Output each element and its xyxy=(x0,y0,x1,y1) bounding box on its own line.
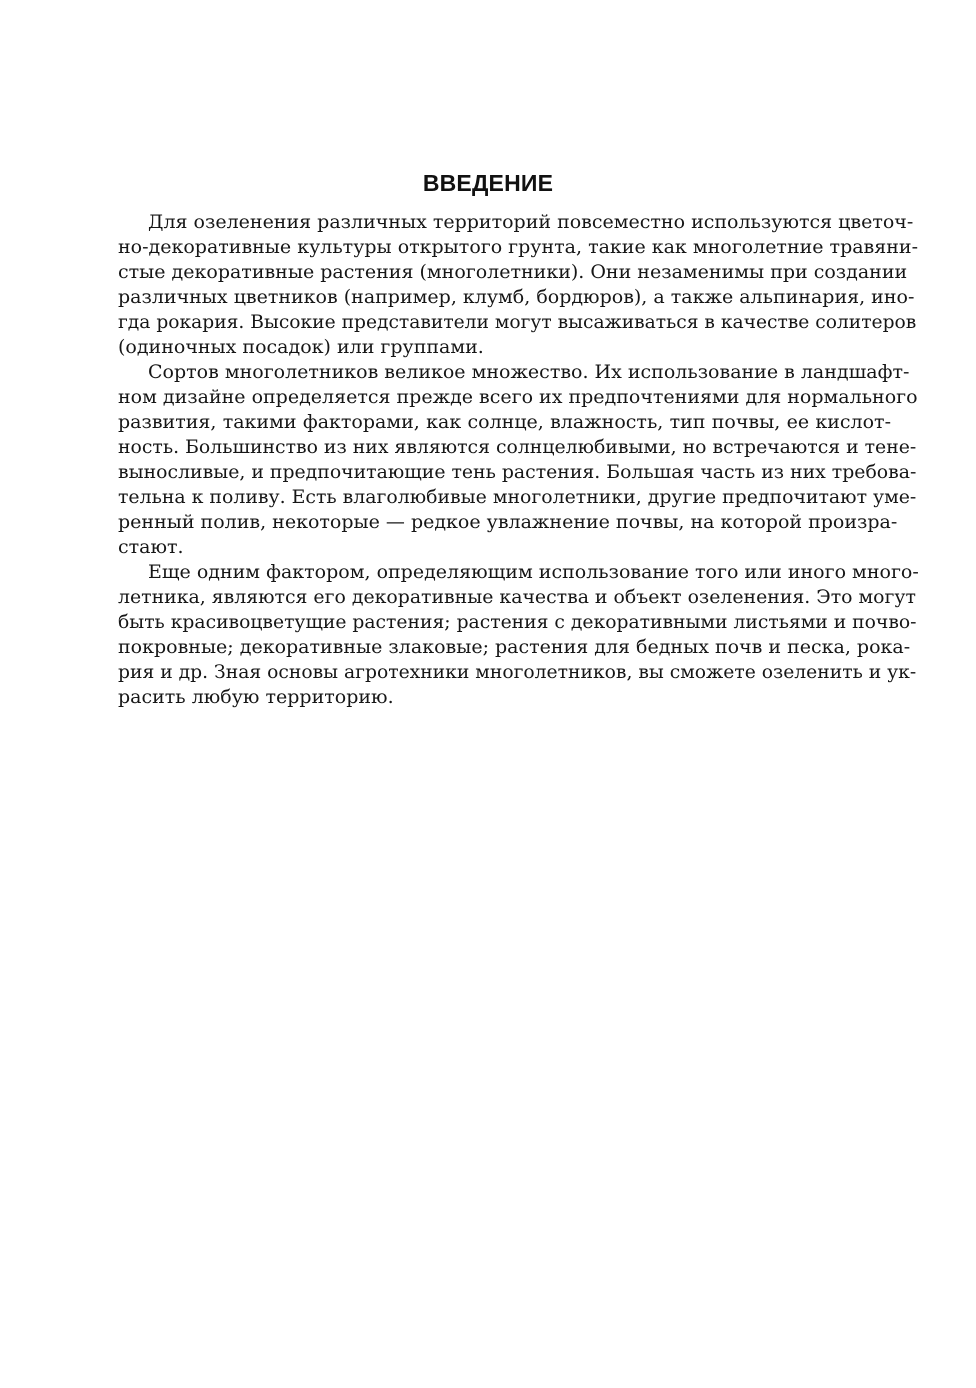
text-line: ном дизайне определяется прежде всего их предпочтениями для нормального xyxy=(118,386,918,408)
page-title: ВВЕДЕНИЕ xyxy=(422,170,554,196)
paragraph-2 xyxy=(88,360,918,560)
text-line: Еще одним фактором, определяющим использование того или иного много- xyxy=(148,561,919,583)
body-text xyxy=(88,210,919,710)
text-line: быть красивоцветущие растения; растения с декоративными листьями и почво- xyxy=(118,612,917,633)
text-line: покровные; декоративные злаковые; растения для бедных почв и песка, рока- xyxy=(118,636,911,658)
text-line: (одиночных посадок) или группами. xyxy=(118,336,484,358)
text-line: тельна к поливу. Есть влаголюбивые многолетники, другие предпочитают уме- xyxy=(118,486,917,508)
text-line: но-декоративные культуры открытого грунта, такие как многолетние травяни- xyxy=(118,236,918,258)
text-line: различных цветников (например, клумб, бордюров), а также альпинария, ино- xyxy=(118,286,915,308)
text-line: ренный полив, некоторые — редкое увлажнение почвы, на которой произра- xyxy=(118,511,898,533)
text-line: стые декоративные растения (многолетники). Они незаменимы при создании xyxy=(118,261,908,283)
text-line: рия и др. Зная основы агротехники многолетников, вы сможете озеленить и ук- xyxy=(118,662,917,683)
text-line: выносливые, и предпочитающие тень растения. Большая часть из них требова- xyxy=(118,462,917,483)
text-line: летника, являются его декоративные качества и объект озеленения. Это могут xyxy=(118,586,916,608)
paragraph-3 xyxy=(88,560,919,710)
text-line: гда рокария. Высокие представители могут высаживаться в качестве солитеров xyxy=(118,312,917,333)
text-line: Сортов многолетников великое множество. Их использование в ландшафт- xyxy=(148,361,910,383)
paragraph-1 xyxy=(88,210,918,360)
text-line: расить любую территорию. xyxy=(118,686,394,708)
text-line: Для озеленения различных территорий повсеместно используются цветоч- xyxy=(148,211,914,233)
text-line: ность. Большинство из них являются солнцелюбивыми, но встречаются и тене- xyxy=(118,437,917,458)
text-line: стают. xyxy=(118,536,184,558)
text-line: развития, такими факторами, как солнце, влажность, тип почвы, ее кислот- xyxy=(118,411,891,433)
